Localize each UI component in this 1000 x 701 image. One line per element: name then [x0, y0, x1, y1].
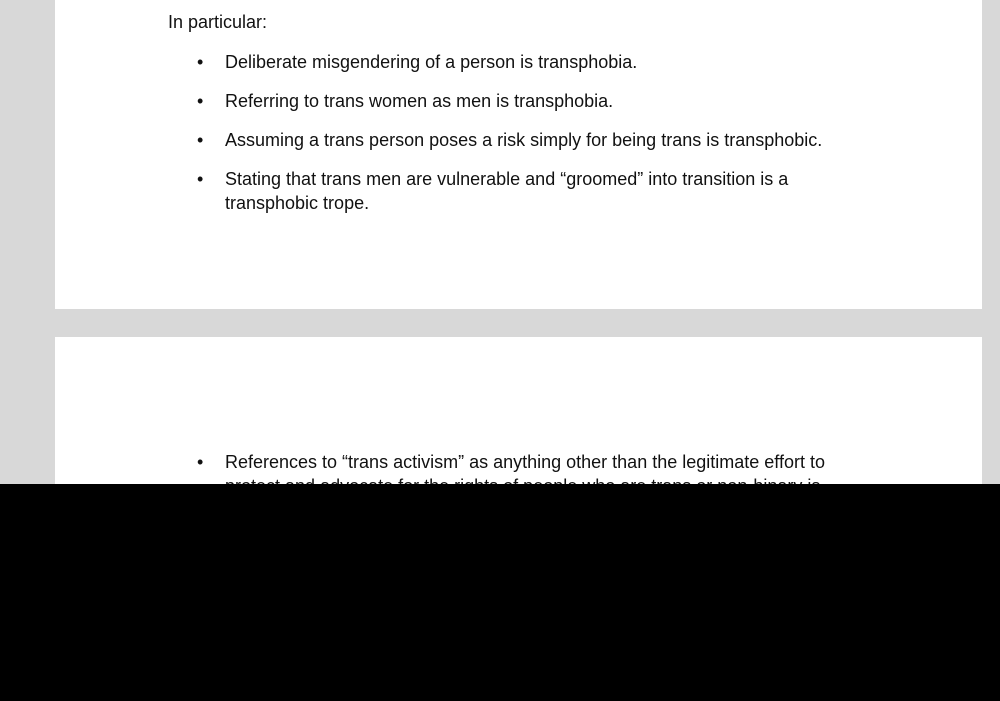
list-item-text: References to “trans activism” as anything other than the legitimate effort to — [225, 452, 825, 472]
list-item-text: Assuming a trans person poses a risk simply for being trans is transphobic. — [225, 130, 823, 150]
list-item — [168, 89, 865, 113]
document-page-1 — [55, 0, 982, 309]
bullet-icon: • — [197, 452, 204, 472]
list-item — [168, 128, 865, 152]
bullet-icon: • — [197, 52, 204, 72]
list-item-text: Stating that trans men are vulnerable and “groomed” into transition is a transphobic trope. — [225, 169, 789, 213]
bullet-icon: • — [197, 169, 204, 189]
list-item — [168, 167, 865, 215]
document-page-2 — [55, 337, 982, 507]
bullet-icon: • — [197, 91, 204, 111]
intro-text: In particular: — [168, 12, 268, 32]
list-item-text: Deliberate misgendering of a person is transphobia. — [225, 52, 638, 72]
black-overlay — [0, 484, 1000, 701]
bullet-list — [168, 50, 865, 230]
list-item-text: Referring to trans women as men is transphobia. — [225, 91, 614, 111]
list-item — [168, 50, 865, 74]
bullet-icon: • — [197, 130, 204, 150]
